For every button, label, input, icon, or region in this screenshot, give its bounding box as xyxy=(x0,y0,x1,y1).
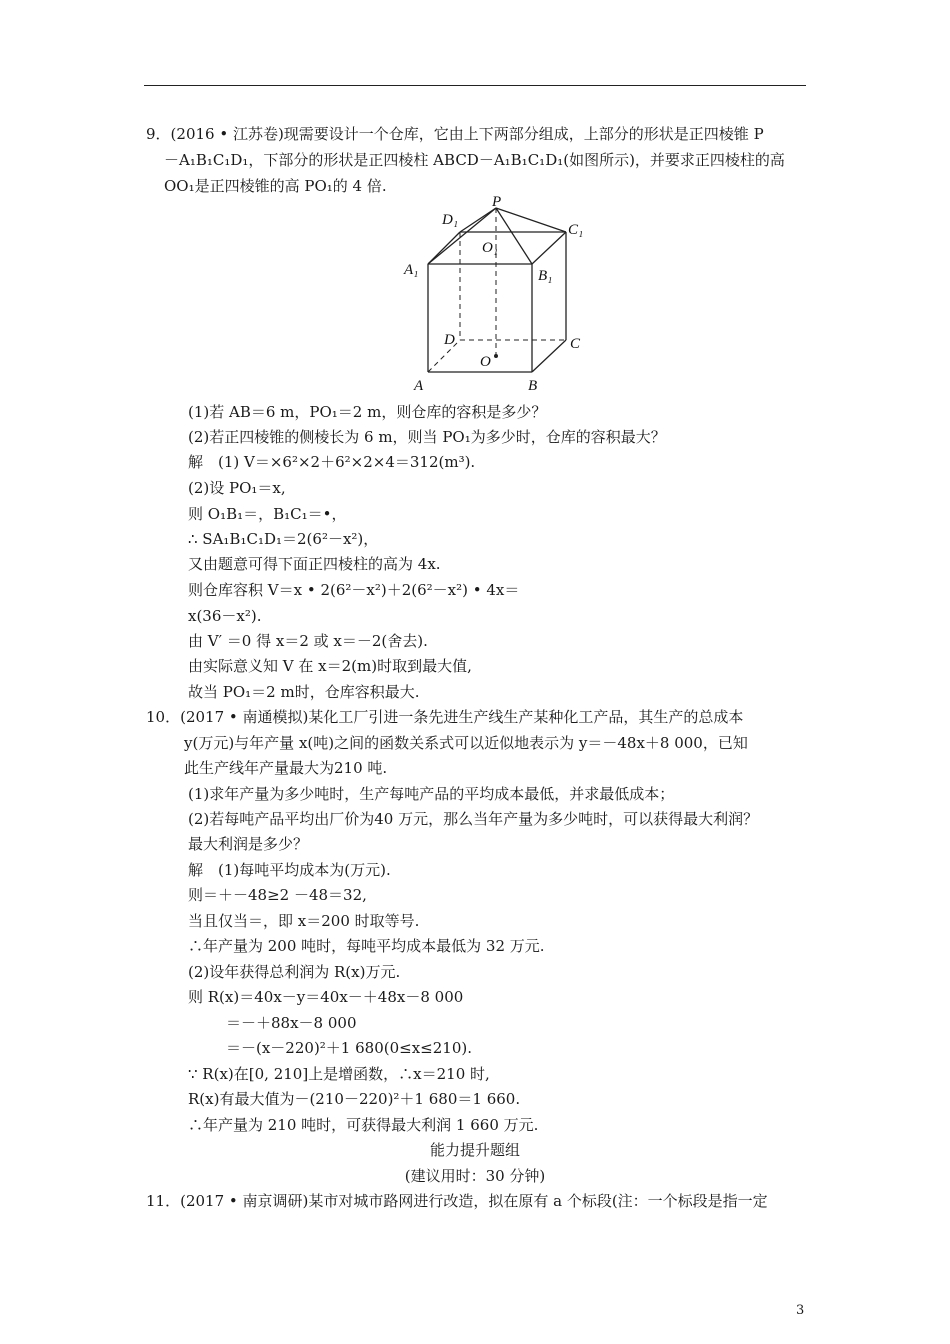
section-title: 能力提升题组 xyxy=(429,1141,520,1159)
q9-line-2: －A₁B₁C₁D₁，下部分的形状是正四棱柱 ABCD－A₁B₁C₁D₁(如图所示)，并要求正四棱柱的高 xyxy=(164,151,785,169)
label-b: B xyxy=(528,378,538,394)
q10-solution-6: 则 R(x)＝40x－y＝40x－＋48x－8 000 xyxy=(188,988,464,1006)
label-d: D xyxy=(444,332,455,348)
label-a: A xyxy=(414,378,424,394)
section-time: (建议用时：30 分钟) xyxy=(404,1167,546,1185)
q9-question-2: (2)若正四棱锥的侧棱长为 6 m，则当 PO₁为多少时，仓库的容积最大？ xyxy=(188,428,666,446)
label-o1: O₁ xyxy=(482,240,499,256)
label-c1: C₁ xyxy=(568,222,584,238)
page-number: 3 xyxy=(796,1303,805,1318)
label-a1: A₁ xyxy=(404,262,419,278)
q10-question-2b: 最大利润是多少？ xyxy=(188,835,309,853)
q11-line-1: 11．(2017 • 南京调研)某市对城市路网进行改造，拟在原有 a 个标段(注：一个标段是指一定 xyxy=(146,1192,768,1210)
q10-solution-7: ＝－＋88x－8 000 xyxy=(226,1014,357,1032)
q9-line-1: 9．(2016 • 江苏卷)现需要设计一个仓库，它由上下两部分组成，上部分的形状是正四棱锥 P xyxy=(146,125,764,143)
q10-question-1: (1)求年产量为多少吨时，生产每吨产品的平均成本最低，并求最低成本； xyxy=(188,785,675,803)
q9-line-3: OO₁是正四棱锥的高 PO₁的 4 倍. xyxy=(164,177,387,195)
label-o: O xyxy=(480,354,491,370)
q10-solution-11: ∴年产量为 210 吨时，可获得最大利润 1 660 万元. xyxy=(188,1116,539,1134)
q9-solution-7: x(36－x²). xyxy=(188,607,262,625)
q10-solution-8: ＝－(x－220)²＋1 680(0≤x≤210). xyxy=(226,1039,472,1057)
q10-question-2a: (2)若每吨产品平均出厂价为40 万元，那么当年产量为多少吨时，可以获得最大利润？ xyxy=(188,810,759,828)
label-p: P xyxy=(492,194,502,210)
q9-solution-4: ∴ SA₁B₁C₁D₁＝2(6²－x²)， xyxy=(188,530,379,548)
q10-line-3: 此生产线年产量最大为210 吨. xyxy=(184,759,388,777)
q10-solution-2: 则＝＋－48≥2 －48＝32, xyxy=(188,886,367,904)
q10-solution-1: 解 (1)每吨平均成本为(万元). xyxy=(188,861,391,879)
q9-solution-6: 则仓库容积 V＝x • 2(6²－x²)＋2(6²－x²) • 4x＝ xyxy=(188,581,520,599)
q10-solution-10: R(x)有最大值为－(210－220)²＋1 680＝1 660. xyxy=(188,1090,521,1108)
label-d1: D₁ xyxy=(442,212,459,228)
label-c: C xyxy=(570,336,581,352)
header-rule xyxy=(144,85,806,86)
label-b1: B₁ xyxy=(538,268,553,284)
q10-line-1: 10．(2017 • 南通模拟)某化工厂引进一条先进生产线生产某种化工产品，其生产的总成本 xyxy=(146,708,744,726)
q9-question-1: (1)若 AB＝6 m，PO₁＝2 m，则仓库的容积是多少？ xyxy=(188,403,547,421)
q10-solution-3: 当且仅当＝，即 x＝200 时取等号. xyxy=(188,912,420,930)
q9-solution-5: 又由题意可得下面正四棱柱的高为 4x. xyxy=(188,555,441,573)
prism-pyramid-figure xyxy=(396,194,596,394)
q10-line-2: y(万元)与年产量 x(吨)之间的函数关系式可以近似地表示为 y＝－48x＋8 000，已知 xyxy=(184,734,748,752)
q9-solution-1: 解 (1) V＝×6²×2＋6²×2×4＝312(m³). xyxy=(188,453,476,471)
q10-solution-9: ∵ R(x)在[0, 210]上是增函数，∴x＝210 时, xyxy=(188,1065,490,1083)
q9-solution-8: 由 V′ ＝0 得 x＝2 或 x＝－2(舍去). xyxy=(188,632,428,650)
q9-solution-10: 故当 PO₁＝2 m时，仓库容积最大. xyxy=(188,683,420,701)
q10-solution-4: ∴年产量为 200 吨时，每吨平均成本最低为 32 万元. xyxy=(188,937,545,955)
q9-solution-9: 由实际意义知 V 在 x＝2(m)时取到最大值, xyxy=(188,657,472,675)
q10-solution-5: (2)设年获得总利润为 R(x)万元. xyxy=(188,963,401,981)
q9-solution-2: (2)设 PO₁＝x, xyxy=(188,479,286,497)
q9-solution-3: 则 O₁B₁＝，B₁C₁＝•， xyxy=(188,505,347,523)
